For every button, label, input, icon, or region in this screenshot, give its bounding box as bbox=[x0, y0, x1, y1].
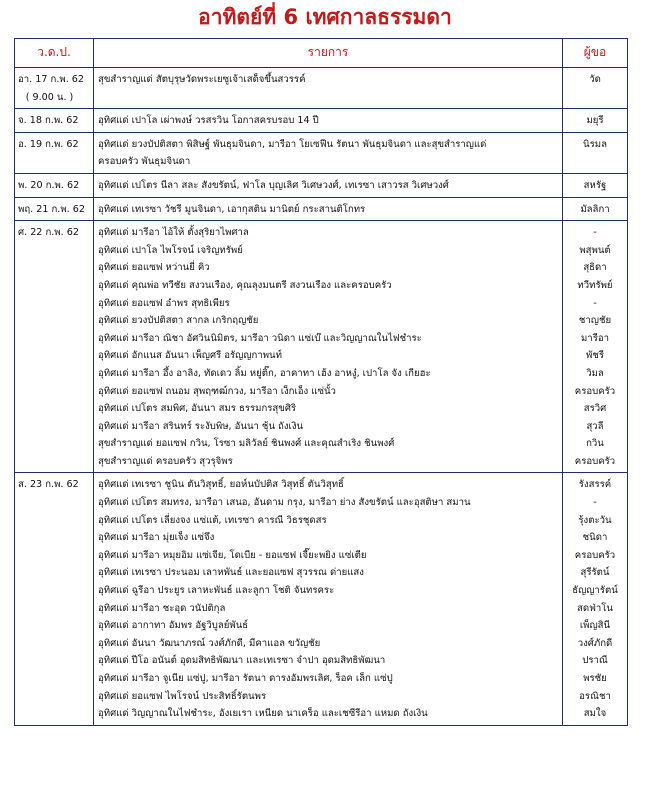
requester-cell-line: พสุพนต์ bbox=[579, 244, 611, 256]
requester-cell-line: สมใจ bbox=[583, 708, 607, 720]
requester-cell-line: ชนิดา bbox=[582, 532, 608, 544]
table-row bbox=[15, 221, 628, 473]
items-cell-line: สุขสำราญแด่ ยอแซฟ กวิน, โรซา มลิวัลย์ ชินพงศ์ และคุณสำเริง ชินพงศ์ bbox=[98, 438, 395, 450]
date-cell-line: อา. 17 ก.พ. 62 bbox=[18, 74, 84, 85]
requester-cell-line: พรชัย bbox=[583, 673, 607, 684]
requester-cell bbox=[563, 221, 628, 473]
date-cell bbox=[15, 173, 94, 197]
requester-cell-line: เพ็ญสินี bbox=[579, 620, 611, 632]
items-cell-line: อุทิศแด่ ยอแซฟ อำพร สุทธิเพียร bbox=[98, 297, 230, 309]
items-cell bbox=[94, 197, 563, 221]
requester-cell-line: วงศ์ภักดี bbox=[577, 637, 613, 649]
items-cell-line: อุทิศแด่ มารีอา สรินทร์ ระงับพิษ, อันนา ชุ้น ถังเงิน bbox=[98, 420, 304, 432]
items-cell-line: อุทิศแด่ ยวงบัปติสตา พิสิษฐ์ พันธุมจินดา, มารีอา โยเซฟีน รัตนา พันธุมจินดา และสุขสำราญแด่ bbox=[98, 138, 487, 150]
requester-cell-line: ครอบครัว bbox=[574, 385, 616, 397]
items-cell-line: อุทิศแด่ เปาโล เผ่าพงษ์ วรสรวิน โอกาสครบรอบ 14 ปี bbox=[98, 115, 319, 127]
table-row bbox=[15, 109, 628, 133]
items-cell-line: อุทิศแด่ ยวงบัปติสตา สากล เกริกฤญชัย bbox=[98, 315, 259, 327]
items-cell-line: อุทิศแด่ ฉูรีอา ประยูร เลาหะพันธ์ และลูกา โชติ จันทรคระ bbox=[98, 585, 335, 597]
requester-cell-line: มยุรี bbox=[586, 115, 604, 127]
items-cell-line: อุทิศแด่ ปีโอ อนันต์ อุดมสิทธิพัฒนา และเทเรซา จำปา อุดมสิทธิพัฒนา bbox=[98, 655, 386, 667]
requester-cell-line: สรวิศ bbox=[583, 403, 607, 415]
items-cell-line: อุทิศแด่ ยอแซฟ หว่านยี่ คิว bbox=[98, 262, 210, 274]
date-cell-line: ศ. 22 ก.พ. 62 bbox=[18, 227, 79, 239]
requester-cell-line: - bbox=[593, 497, 597, 509]
date-cell-line: ( 9.00 น. ) bbox=[25, 91, 74, 103]
date-cell bbox=[15, 221, 94, 473]
items-cell bbox=[94, 473, 563, 725]
items-cell-line: อุทิศแด่ เทเรซา วัชรี มูนจินดา, เอากุสติน มานิตย์ กระสานติโกทร bbox=[98, 203, 366, 215]
requester-cell-line: กวิน bbox=[586, 438, 604, 450]
requester-cell-line: พัชรี bbox=[586, 350, 604, 362]
requester-cell-line: สุรีรัตน์ bbox=[580, 567, 610, 579]
table-row bbox=[15, 173, 628, 197]
requester-cell-line: ครอบครัว bbox=[574, 455, 616, 467]
items-cell bbox=[94, 173, 563, 197]
items-cell-line: อุทิศแด่ อักแนส อันนา เพ็ญศรี อรัญญกาพนท์ bbox=[98, 350, 282, 362]
requester-cell-line: ชาญชัย bbox=[578, 315, 612, 327]
header-date: ว.ด.ป. bbox=[15, 39, 94, 68]
requester-cell bbox=[563, 68, 628, 109]
requester-cell-line: นิรมล bbox=[583, 138, 607, 150]
date-cell bbox=[15, 109, 94, 133]
items-cell bbox=[94, 109, 563, 133]
header-requester: ผู้ขอ bbox=[563, 39, 628, 68]
items-cell bbox=[94, 221, 563, 473]
table-row bbox=[15, 473, 628, 725]
items-cell-line: สุขสำราญแด่ สัตบุรุษวัดพระเยซูเจ้าเสด็จขึ้นสวรรค์ bbox=[98, 74, 306, 85]
requester-cell bbox=[563, 109, 628, 133]
date-cell-line: ส. 23 ก.พ. 62 bbox=[18, 479, 79, 491]
items-cell-line: อุทิศแด่ เทเรซา ชูนิน ตันวิสุทธิ์, ยอห์นบัปติส วิสุทธิ์ ตันวิสุทธิ์ bbox=[98, 479, 344, 491]
items-cell-line: อุทิศแด่ มารีอา ไอ้ให้ ตั้งสุริยาไพศาล bbox=[98, 227, 249, 239]
items-cell-line: อุทิศแด่ เปโตร สมพิศ, อันนา สมร ธรรมกรสุขศิริ bbox=[98, 403, 297, 415]
date-cell bbox=[15, 132, 94, 173]
schedule-table bbox=[14, 38, 628, 726]
header-row bbox=[15, 39, 628, 68]
requester-cell bbox=[563, 132, 628, 173]
date-cell-line: พฤ. 21 ก.พ. 62 bbox=[18, 203, 85, 215]
items-cell-line: อุทิศแด่ คุณพ่อ ทวีชัย สงวนเรือง, คุณลุงมนตรี สงวนเรือง และครอบครัว bbox=[98, 279, 392, 291]
requester-cell-line: ครอบครัว bbox=[574, 549, 616, 561]
requester-cell-line: สุวลี bbox=[586, 420, 604, 432]
items-cell-line: อุทิศแด่ อันนา วัฒนาภรณ์ วงศ์ภักดี, มีคาแอล ขวัญชัย bbox=[98, 637, 321, 649]
requester-cell-line: - bbox=[593, 227, 597, 239]
requester-cell-line: สหรัฐ bbox=[583, 179, 607, 191]
items-cell-line: อุทิศแด่ มารีอา อึ้ง อาลิง, ทัดเดว ลิ้ม หยู่ติ๊ก, อาคาทา เฮ้ง อาหงู๋, เปาโล จัง เกียฮะ bbox=[98, 367, 431, 379]
page-title: อาทิตย์ที่ 6 เทศกาลธรรมดา bbox=[198, 5, 452, 29]
date-cell bbox=[15, 68, 94, 109]
items-cell-line: สุขสำราญแด่ ครอบครัว สุวรุจิพร bbox=[98, 455, 233, 467]
items-cell-line: อุทิศแด่ เทเรซา ประนอม เลาหพันธ์ และยอแซฟ สุวรรณ ด่ายแสง bbox=[98, 567, 364, 579]
requester-cell bbox=[563, 197, 628, 221]
schedule-body bbox=[15, 68, 628, 726]
date-cell bbox=[15, 473, 94, 725]
table-row bbox=[15, 132, 628, 173]
items-cell-line: อุทิศแด่ เปาโล ไพโรจน์ เจริญทรัพย์ bbox=[98, 244, 243, 256]
requester-cell-line: ปราณี bbox=[582, 655, 608, 667]
requester-cell-line: วิมล bbox=[586, 367, 604, 379]
requester-cell-line: - bbox=[593, 297, 597, 309]
requester-cell-line: รังสรรค์ bbox=[578, 479, 612, 491]
date-cell-line: จ. 18 ก.พ. 62 bbox=[18, 115, 79, 127]
requester-cell-line: สุธิดา bbox=[583, 262, 607, 274]
date-cell-line: พ. 20 ก.พ. 62 bbox=[18, 179, 80, 191]
items-cell-line: ครอบครัว พันธุมจินดา bbox=[98, 156, 191, 168]
requester-cell-line: ทวีทรัพย์ bbox=[577, 279, 613, 291]
table-row bbox=[15, 197, 628, 221]
header-items: รายการ bbox=[94, 39, 563, 68]
requester-cell-line: มารีอา bbox=[580, 332, 609, 344]
requester-cell-line: ธัญญารัตน์ bbox=[572, 585, 618, 597]
items-cell-line: อุทิศแด่ มารีอา ณิชา อัศวินนิมิตร, มารีอา วนิดา แซ่เบ๊ และวิญญาณในไฟชำระ bbox=[98, 332, 422, 344]
items-cell-line: อุทิศแด่ มารีอา หมุยอิม แซ่เจีย, โดเบีย - ยอแซฟ เจี๊ยะพยิง แซ่เตีย bbox=[98, 549, 367, 561]
items-cell-line: อุทิศแด่ มารีอา ชะอุด วนัปติกุล bbox=[98, 602, 226, 614]
requester-cell-line: วัด bbox=[589, 74, 601, 85]
items-cell-line: อุทิศแด่ ยอแซฟ ถนอม สุพฤฑฒ์กวง, มารีอา เง็กเอ็ง แซ่นั้ว bbox=[98, 385, 336, 397]
requester-cell bbox=[563, 173, 628, 197]
items-cell-line: อุทิศแด่ เปโตร นีลา สละ สังขรัตน์, ฟาโล บุญเลิศ วิเศษวงศ์, เทเรซา เสาวรส วิเศษวงศ์ bbox=[98, 179, 449, 191]
requester-cell bbox=[563, 473, 628, 725]
items-cell-line: อุทิศแด่ อากาทา อัมพร อัฐวิบูลย์พันธ์ bbox=[98, 620, 249, 632]
items-cell bbox=[94, 68, 563, 109]
requester-cell-line: รุ้งตะวัน bbox=[578, 514, 612, 526]
table-row bbox=[15, 68, 628, 109]
items-cell-line: อุทิศแด่ มารีอา จูเนีย แซ่ปู, มารีอา รัตนา ดารงอัมพรเลิศ, ร็อค เล็ก แซ่ปู bbox=[98, 673, 393, 684]
date-cell bbox=[15, 197, 94, 221]
items-cell-line: อุทิศแด่ เปโตร เลี่ยงจง แซ่แต้, เทเรซา คารณี วิธรชุดสร bbox=[98, 514, 327, 526]
requester-cell-line: สดฟ่าโน bbox=[577, 602, 613, 614]
items-cell-line: อุทิศแด่ มารีอา มุ่ยเจ็ง แซ่จึง bbox=[98, 532, 215, 544]
requester-cell-line: มัลลิกา bbox=[580, 203, 610, 215]
items-cell-line: อุทิศแด่ ยอแซฟ ไพโรจน์ ประสิทธิ์รัตนพร bbox=[98, 690, 267, 702]
items-cell-line: อุทิศแด่ เปโตร สมทรง, มารีอา เสนอ, อันดาม กรุง, มารีอา ย่าง สังขรัตน์ และอุสติษา สมาน bbox=[98, 497, 471, 509]
items-cell-line: อุทิศแด่ วิญญาณในไฟชำระ, อังเยเรา เหนียด นาเคร็อ และเชซีรีอา แหมด ถังเงิน bbox=[98, 708, 428, 720]
date-cell-line: อ. 19 ก.พ. 62 bbox=[18, 138, 79, 150]
requester-cell-line: อรณิชา bbox=[579, 690, 611, 702]
items-cell bbox=[94, 132, 563, 173]
